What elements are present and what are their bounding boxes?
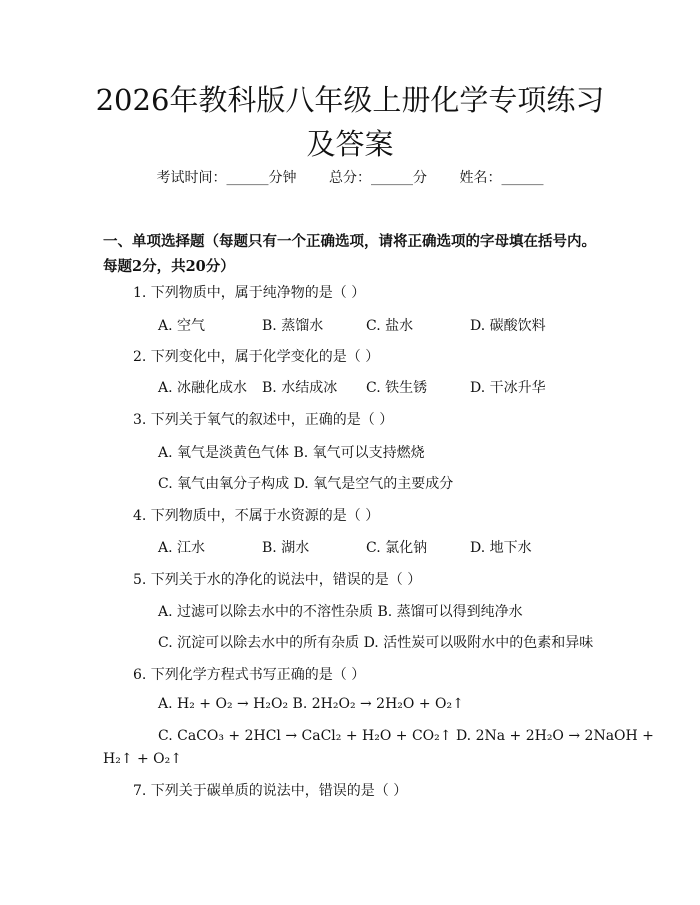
option: A. 空气 xyxy=(158,318,206,334)
question-options xyxy=(158,315,546,335)
score-label: 总分：______分 xyxy=(329,170,427,186)
option: D. 干冰升华 xyxy=(470,380,546,396)
option-line: A. 过滤可以除去水中的不溶性杂质 B. 蒸馏可以得到纯净水 xyxy=(158,604,523,620)
question-stem: 4. 下列物质中，不属于水资源的是（ ） xyxy=(133,508,380,524)
question-stem: 6. 下列化学方程式书写正确的是（ ） xyxy=(133,667,366,683)
question-options xyxy=(158,537,532,557)
option: A. 冰融化成水 xyxy=(158,380,248,396)
name-label: 姓名：______ xyxy=(459,170,544,186)
option-line: C. 氧气由氧分子构成 D. 氧气是空气的主要成分 xyxy=(158,476,454,492)
option: D. 地下水 xyxy=(470,540,532,556)
question-options xyxy=(158,377,546,397)
exam-info xyxy=(0,167,700,187)
time-label: 考试时间：______分钟 xyxy=(156,170,297,186)
option-line-continued: H₂↑ + O₂↑ xyxy=(103,751,183,767)
option: B. 水结成冰 xyxy=(262,380,338,396)
option: B. 蒸馏水 xyxy=(262,318,324,334)
option: C. 氯化钠 xyxy=(366,540,428,556)
option: C. 铁生锈 xyxy=(366,380,428,396)
option-line: A. H₂ + O₂ → H₂O₂ B. 2H₂O₂ → 2H₂O + O₂↑ xyxy=(158,696,464,712)
section-heading: 一、单项选择题（每题只有一个正确选项，请将正确选项的字母填在括号内。每题2分，共20分） xyxy=(103,233,596,275)
option-line: C. 沉淀可以除去水中的所有杂质 D. 活性炭可以吸附水中的色素和异味 xyxy=(158,635,594,651)
option-line: C. CaCO₃ + 2HCl → CaCl₂ + H₂O + CO₂↑ D. 2Na + 2H₂O → 2NaOH + xyxy=(158,728,654,744)
option: B. 湖水 xyxy=(262,540,310,556)
question-stem: 5. 下列关于水的净化的说法中，错误的是（ ） xyxy=(133,572,422,588)
question-stem: 7. 下列关于碳单质的说法中，错误的是（ ） xyxy=(133,783,408,799)
page-title: 2026年教科版八年级上册化学专项练习及答案 xyxy=(95,83,605,161)
option: C. 盐水 xyxy=(366,318,414,334)
question-stem: 1. 下列物质中，属于纯净物的是（ ） xyxy=(133,285,366,301)
question-stem: 2. 下列变化中，属于化学变化的是（ ） xyxy=(133,349,380,365)
question-stem: 3. 下列关于氧气的叙述中，正确的是（ ） xyxy=(133,412,394,428)
option-line: A. 氧气是淡黄色气体 B. 氧气可以支持燃烧 xyxy=(158,445,425,461)
option: D. 碳酸饮料 xyxy=(470,318,546,334)
option: A. 江水 xyxy=(158,540,206,556)
